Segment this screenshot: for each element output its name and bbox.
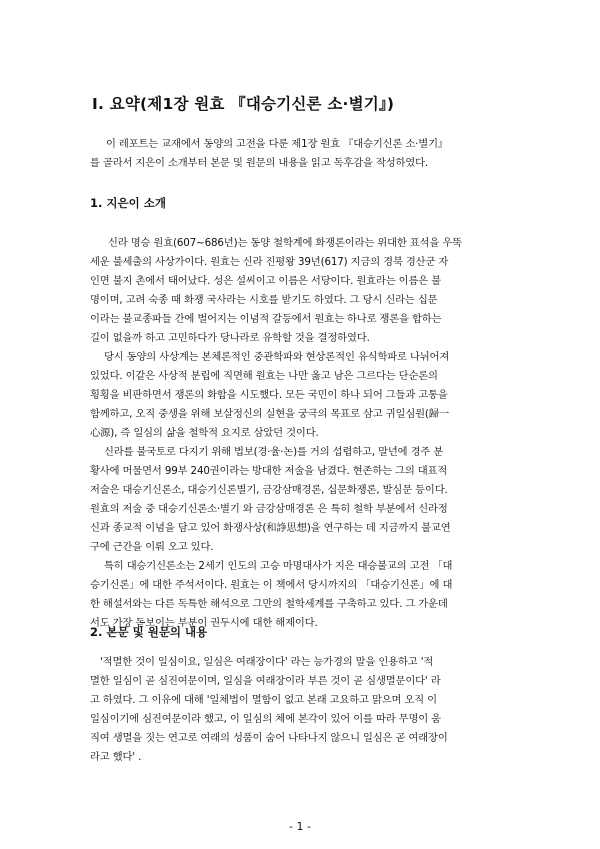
content-line: 직여 생멸을 짓는 연고로 여래의 성품이 숨어 나타나지 않으니 일심은 곧 여래장이 [90,732,448,744]
content-line: 일심이기에 심진여문이라 했고, 이 일심의 체에 본각이 있어 이를 따라 무명이 움 [90,713,441,725]
author-line: 이라는 불교종파들 간에 벌어지는 이념적 갈등에서 원효는 하나로 쟁론을 합하는 [90,313,442,325]
author-line: 승기신론」에 대한 주석서이다. 원효는 이 책에서 당시까지의 「대승기신론」에 대 [90,579,453,591]
content-line: 멸한 일심이 곧 심진여문이며, 일심을 여래장이라 부른 것이 곧 심생멸문이다' 라 [90,675,441,687]
author-line: 저술은 대승기신론소, 대승기신론별기, 금강삼매경론, 십문화쟁론, 발심문 등이다. [90,484,448,496]
author-line: 세운 불세출의 사상가이다. 원효는 신라 진평왕 39년(617) 지금의 경북 경산군 자 [90,256,449,268]
author-line: 신라 명승 원효(607~686년)는 동양 철학계에 화쟁론이라는 위대한 표석을 우뚝 [108,237,462,249]
author-line: 횡횡을 비판하면서 쟁론의 화합을 시도했다. 모든 국민이 하나 되어 그들과 고통을 [90,389,448,401]
author-line: 신라를 불국토로 다지기 위해 법보(경·율·논)를 거의 섭렵하고, 말년에 경주 분 [104,446,444,458]
author-line: 인면 불지 촌에서 태어났다. 성은 설씨이고 이름은 서당이다. 원효라는 이름은 불 [90,275,441,287]
author-line: 한 해설서와는 다른 독특한 해석으로 그만의 철학세계를 구축하고 있다. 그 가운데 [90,598,448,610]
page-number: - 1 - [289,820,311,833]
section-heading-author: 1. 지은이 소개 [90,196,166,210]
author-line: 서도 가장 돋보이는 부분이 권두시에 대한 해제이다. [90,617,318,629]
author-line: 명이며, 고려 숙종 때 화쟁 국사라는 시호를 받기도 하였다. 그 당시 신라는 십문 [90,294,438,306]
author-line: 황사에 머물면서 99부 240권이라는 방대한 저술을 남겼다. 현존하는 그의 대표적 [90,465,448,477]
author-line: 있었다. 이같은 사상적 분립에 직면해 원효는 나만 옳고 남은 그르다는 단순론의 [90,370,438,382]
content-line: 라고 했다' . [90,751,142,763]
intro-line: 이 레포트는 교재에서 동양의 고전을 다룬 제1장 원효 『대승기신론 소·별기』 [106,138,449,150]
section-heading-content: 2. 본문 및 원문의 내용 [90,625,208,639]
content-line: '적멸한 것이 일심이요, 일심은 여래장이다' 라는 능가경의 말을 인용하고 '적 [100,656,434,668]
author-line: 신과 종교적 이념을 담고 있어 화쟁사상(和諍思想)을 연구하는 데 지금까지 불교연 [90,522,451,534]
author-line: 구에 근간을 이뤄 오고 있다. [90,541,214,553]
author-line: 당시 동양의 사상계는 본체론적인 중관학파와 현상론적인 유식학파로 나뉘어져 [104,351,450,363]
content-line: 고 하였다. 그 이유에 대해 '일체법이 멸함이 없고 본래 고요하고 맑으며 오직 이 [90,694,437,706]
intro-line: 를 골라서 지은이 소개부터 본문 및 원문의 내용을 읽고 독후감을 작성하였다. [90,157,429,169]
author-line: 원효의 저술 중 대승기신론소·별기 와 금강삼매경론 은 특히 철학 부분에서 신라정 [90,503,448,515]
author-line: 함께하고, 오직 중생을 위해 보살정신의 실현을 궁극의 목표로 삼고 귀일심원(歸一 [90,408,450,420]
author-line: 특히 대승기신론소는 2세기 인도의 고승 마명대사가 지은 대승불교의 고전 「대 [104,560,453,572]
author-line: 心源), 즉 일심의 삶을 철학적 요지로 삼았던 것이다. [90,427,319,439]
page-title: Ⅰ. 요약(제1장 원효 『대승기신론 소·별기』) [92,95,395,113]
author-line: 길이 없을까 하고 고민하다가 당나라로 유학할 것을 결정하였다. [90,332,370,344]
